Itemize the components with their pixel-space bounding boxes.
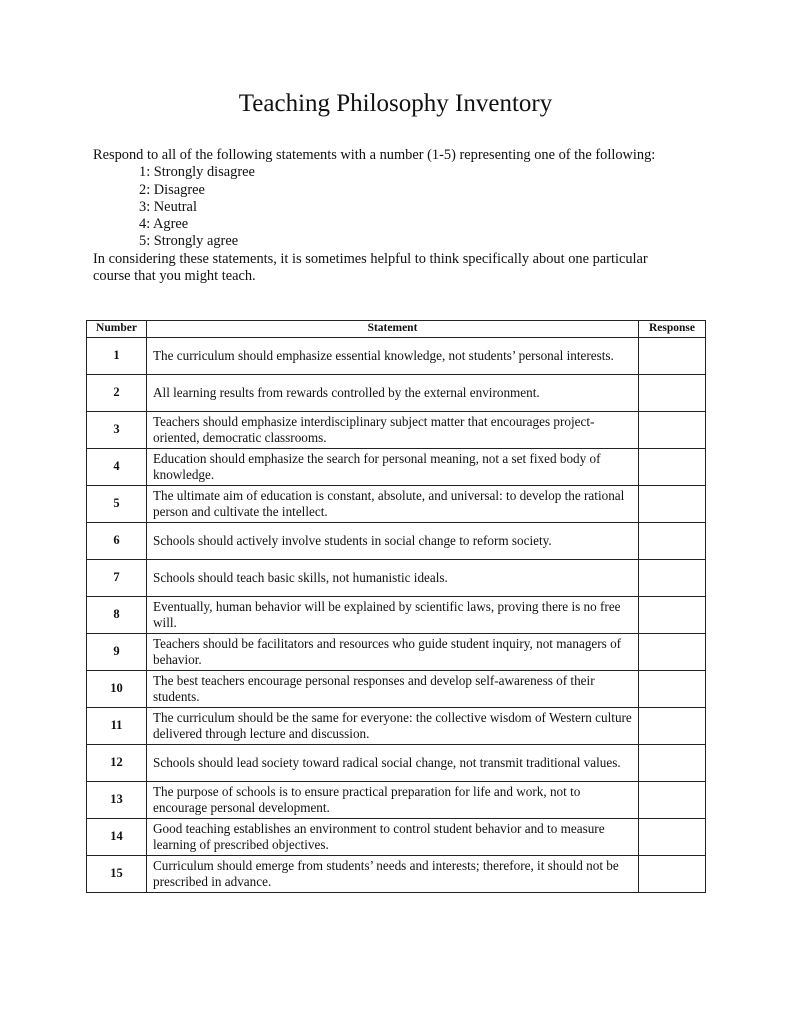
row-number: 4 [87, 448, 147, 485]
instructions-prompt: Respond to all of the following statements with a number (1-5) representing one of the following: [93, 147, 656, 163]
table-row [87, 818, 706, 855]
table-row [87, 596, 706, 633]
row-number: 7 [87, 559, 147, 596]
row-statement: The purpose of schools is to ensure practical preparation for life and work, not to encourage personal development. [147, 781, 639, 818]
row-statement: Schools should teach basic skills, not humanistic ideals. [147, 559, 639, 596]
response-cell[interactable] [639, 855, 706, 892]
response-cell[interactable] [639, 707, 706, 744]
table-row [87, 670, 706, 707]
table-row [87, 485, 706, 522]
inventory-table [86, 320, 706, 893]
response-cell[interactable] [639, 744, 706, 781]
table-header-row [87, 321, 706, 338]
row-number: 11 [87, 707, 147, 744]
table-row [87, 448, 706, 485]
row-number: 12 [87, 744, 147, 781]
response-cell[interactable] [639, 374, 706, 411]
response-cell[interactable] [639, 781, 706, 818]
row-number: 10 [87, 670, 147, 707]
table-row [87, 374, 706, 411]
row-statement: All learning results from rewards controlled by the external environment. [147, 374, 639, 411]
scale-item: 3: Neutral [139, 198, 197, 215]
row-number: 9 [87, 633, 147, 670]
scale-item: 2: Disagree [139, 181, 205, 198]
response-cell[interactable] [639, 522, 706, 559]
response-cell[interactable] [639, 485, 706, 522]
response-cell[interactable] [639, 559, 706, 596]
table-row [87, 855, 706, 892]
response-cell[interactable] [639, 411, 706, 448]
response-cell[interactable] [639, 596, 706, 633]
row-statement: Schools should lead society toward radical social change, not transmit traditional values. [147, 744, 639, 781]
row-statement: Education should emphasize the search for personal meaning, not a set fixed body of knowledge. [147, 448, 639, 485]
row-statement: The best teachers encourage personal responses and develop self-awareness of their students. [147, 670, 639, 707]
row-statement: Teachers should be facilitators and resources who guide student inquiry, not managers of behavior. [147, 633, 639, 670]
table-row [87, 633, 706, 670]
header-response: Response [639, 321, 706, 338]
row-statement: The ultimate aim of education is constant, absolute, and universal: to develop the rational person and cultivate the intellect. [147, 485, 639, 522]
row-number: 1 [87, 337, 147, 374]
table-row [87, 337, 706, 374]
header-number: Number [87, 321, 147, 338]
row-statement: Teachers should emphasize interdisciplinary subject matter that encourages project-oriented, democratic classrooms. [147, 411, 639, 448]
row-statement: The curriculum should be the same for everyone: the collective wisdom of Western culture delivered through lecture and discussion. [147, 707, 639, 744]
row-number: 8 [87, 596, 147, 633]
table-row [87, 411, 706, 448]
response-cell[interactable] [639, 818, 706, 855]
row-number: 14 [87, 818, 147, 855]
scale-item: 4: Agree [139, 216, 189, 233]
table-row [87, 744, 706, 781]
row-statement: The curriculum should emphasize essential knowledge, not students’ personal interests. [147, 337, 639, 374]
response-cell[interactable] [639, 448, 706, 485]
response-cell[interactable] [639, 670, 706, 707]
row-number: 2 [87, 374, 147, 411]
row-statement: Schools should actively involve students in social change to reform society. [147, 522, 639, 559]
response-cell[interactable] [639, 337, 706, 374]
row-number: 3 [87, 411, 147, 448]
table-row [87, 522, 706, 559]
scale-item: 1: Strongly disagree [139, 164, 255, 181]
row-statement: Good teaching establishes an environment to control student behavior and to measure learning of prescribed objectives. [147, 818, 639, 855]
row-number: 5 [87, 485, 147, 522]
row-number: 13 [87, 781, 147, 818]
table-row [87, 781, 706, 818]
row-statement: Eventually, human behavior will be explained by scientific laws, proving there is no free will. [147, 596, 639, 633]
rating-scale [93, 164, 673, 250]
row-number: 6 [87, 522, 147, 559]
header-statement: Statement [147, 321, 639, 338]
table-row [87, 707, 706, 744]
page-title: Teaching Philosophy Inventory [238, 90, 553, 117]
table-row [87, 559, 706, 596]
response-cell[interactable] [639, 633, 706, 670]
row-statement: Curriculum should emerge from students’ needs and interests; therefore, it should not be prescribed in advance. [147, 855, 639, 892]
instructions-note: In considering these statements, it is sometimes helpful to think specifically about one particular course that you might teach. [93, 250, 648, 285]
row-number: 15 [87, 855, 147, 892]
instructions [93, 147, 673, 285]
scale-item: 5: Strongly agree [139, 233, 239, 250]
